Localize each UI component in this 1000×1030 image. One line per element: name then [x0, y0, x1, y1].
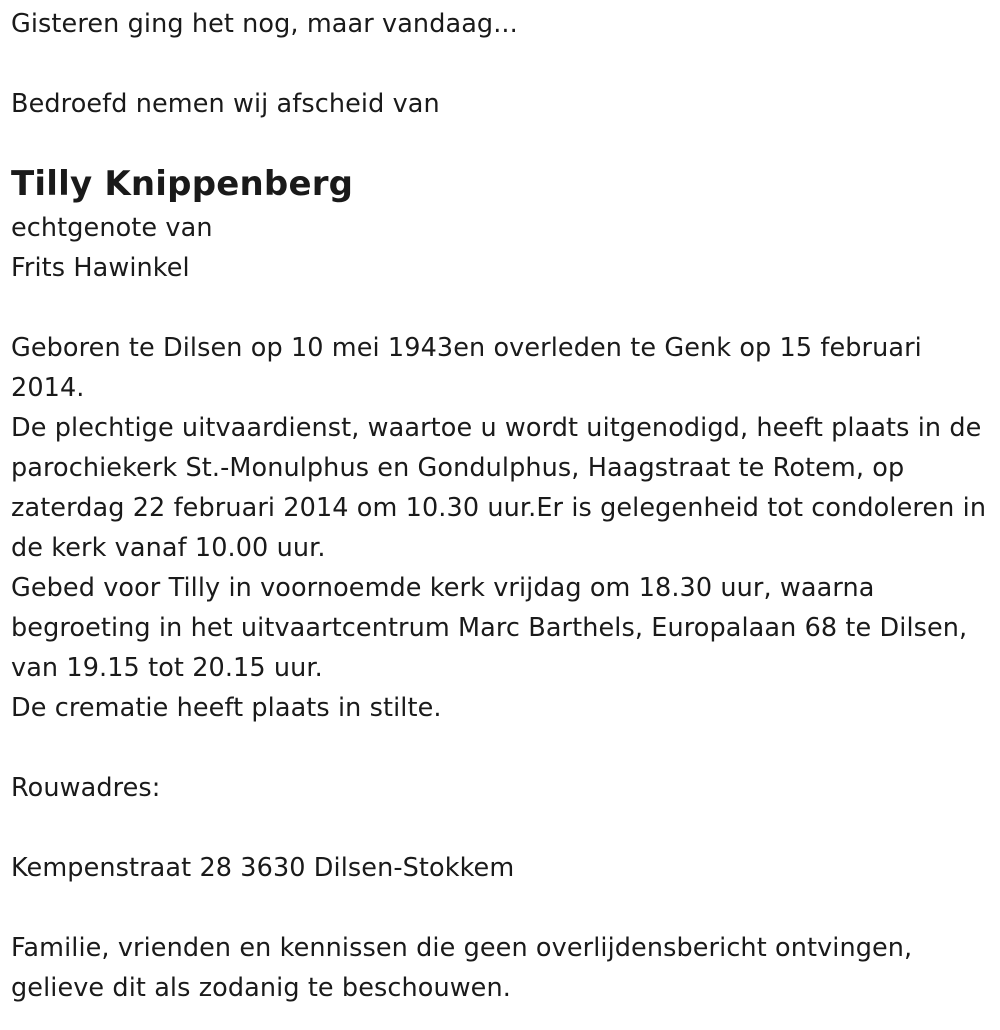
- spacer: [11, 124, 991, 160]
- address: Kempenstraat 28 3630 Dilsen-Stokkem: [11, 853, 515, 883]
- opening-line: Gisteren ging het nog, maar vandaag...: [11, 9, 518, 39]
- spacer: [11, 808, 991, 848]
- spacer: [11, 888, 991, 928]
- cremation-line: De crematie heeft plaats in stilte.: [11, 693, 442, 723]
- death-notice: [11, 4, 991, 1008]
- prayer-paragraph: Gebed voor Tilly in voornoemde kerk vrijdag om 18.30 uur, waarna begroeting in het uitvaartcentrum Marc Barthels, Europalaan 68 te Dilsen, van 19.15 tot 20.15 uur.: [11, 573, 968, 683]
- intro-line: Bedroefd nemen wij afscheid van: [11, 89, 440, 119]
- spouse-name: Frits Hawinkel: [11, 253, 190, 283]
- spacer: [11, 728, 991, 768]
- closing-paragraph: Familie, vrienden en kennissen die geen overlijdensbericht ontvingen, gelieve dit als zodanig te beschouwen.: [11, 933, 913, 1003]
- spacer: [11, 288, 991, 328]
- deceased-name: Tilly Knippenberg: [11, 164, 354, 204]
- spacer: [11, 44, 991, 84]
- birth-death-paragraph: Geboren te Dilsen op 10 mei 1943en overleden te Genk op 15 februari 2014.: [11, 333, 922, 403]
- address-label: Rouwadres:: [11, 773, 161, 803]
- funeral-paragraph: De plechtige uitvaardienst, waartoe u wordt uitgenodigd, heeft plaats in de parochiekerk St.-Monulphus en Gondulphus, Haagstraat te Rotem, op zaterdag 22 februari 2014 om 10.30 uur.Er is gelegenheid tot condoleren in de kerk vanaf 10.00 uur.: [11, 413, 987, 563]
- spouse-label: echtgenote van: [11, 213, 213, 243]
